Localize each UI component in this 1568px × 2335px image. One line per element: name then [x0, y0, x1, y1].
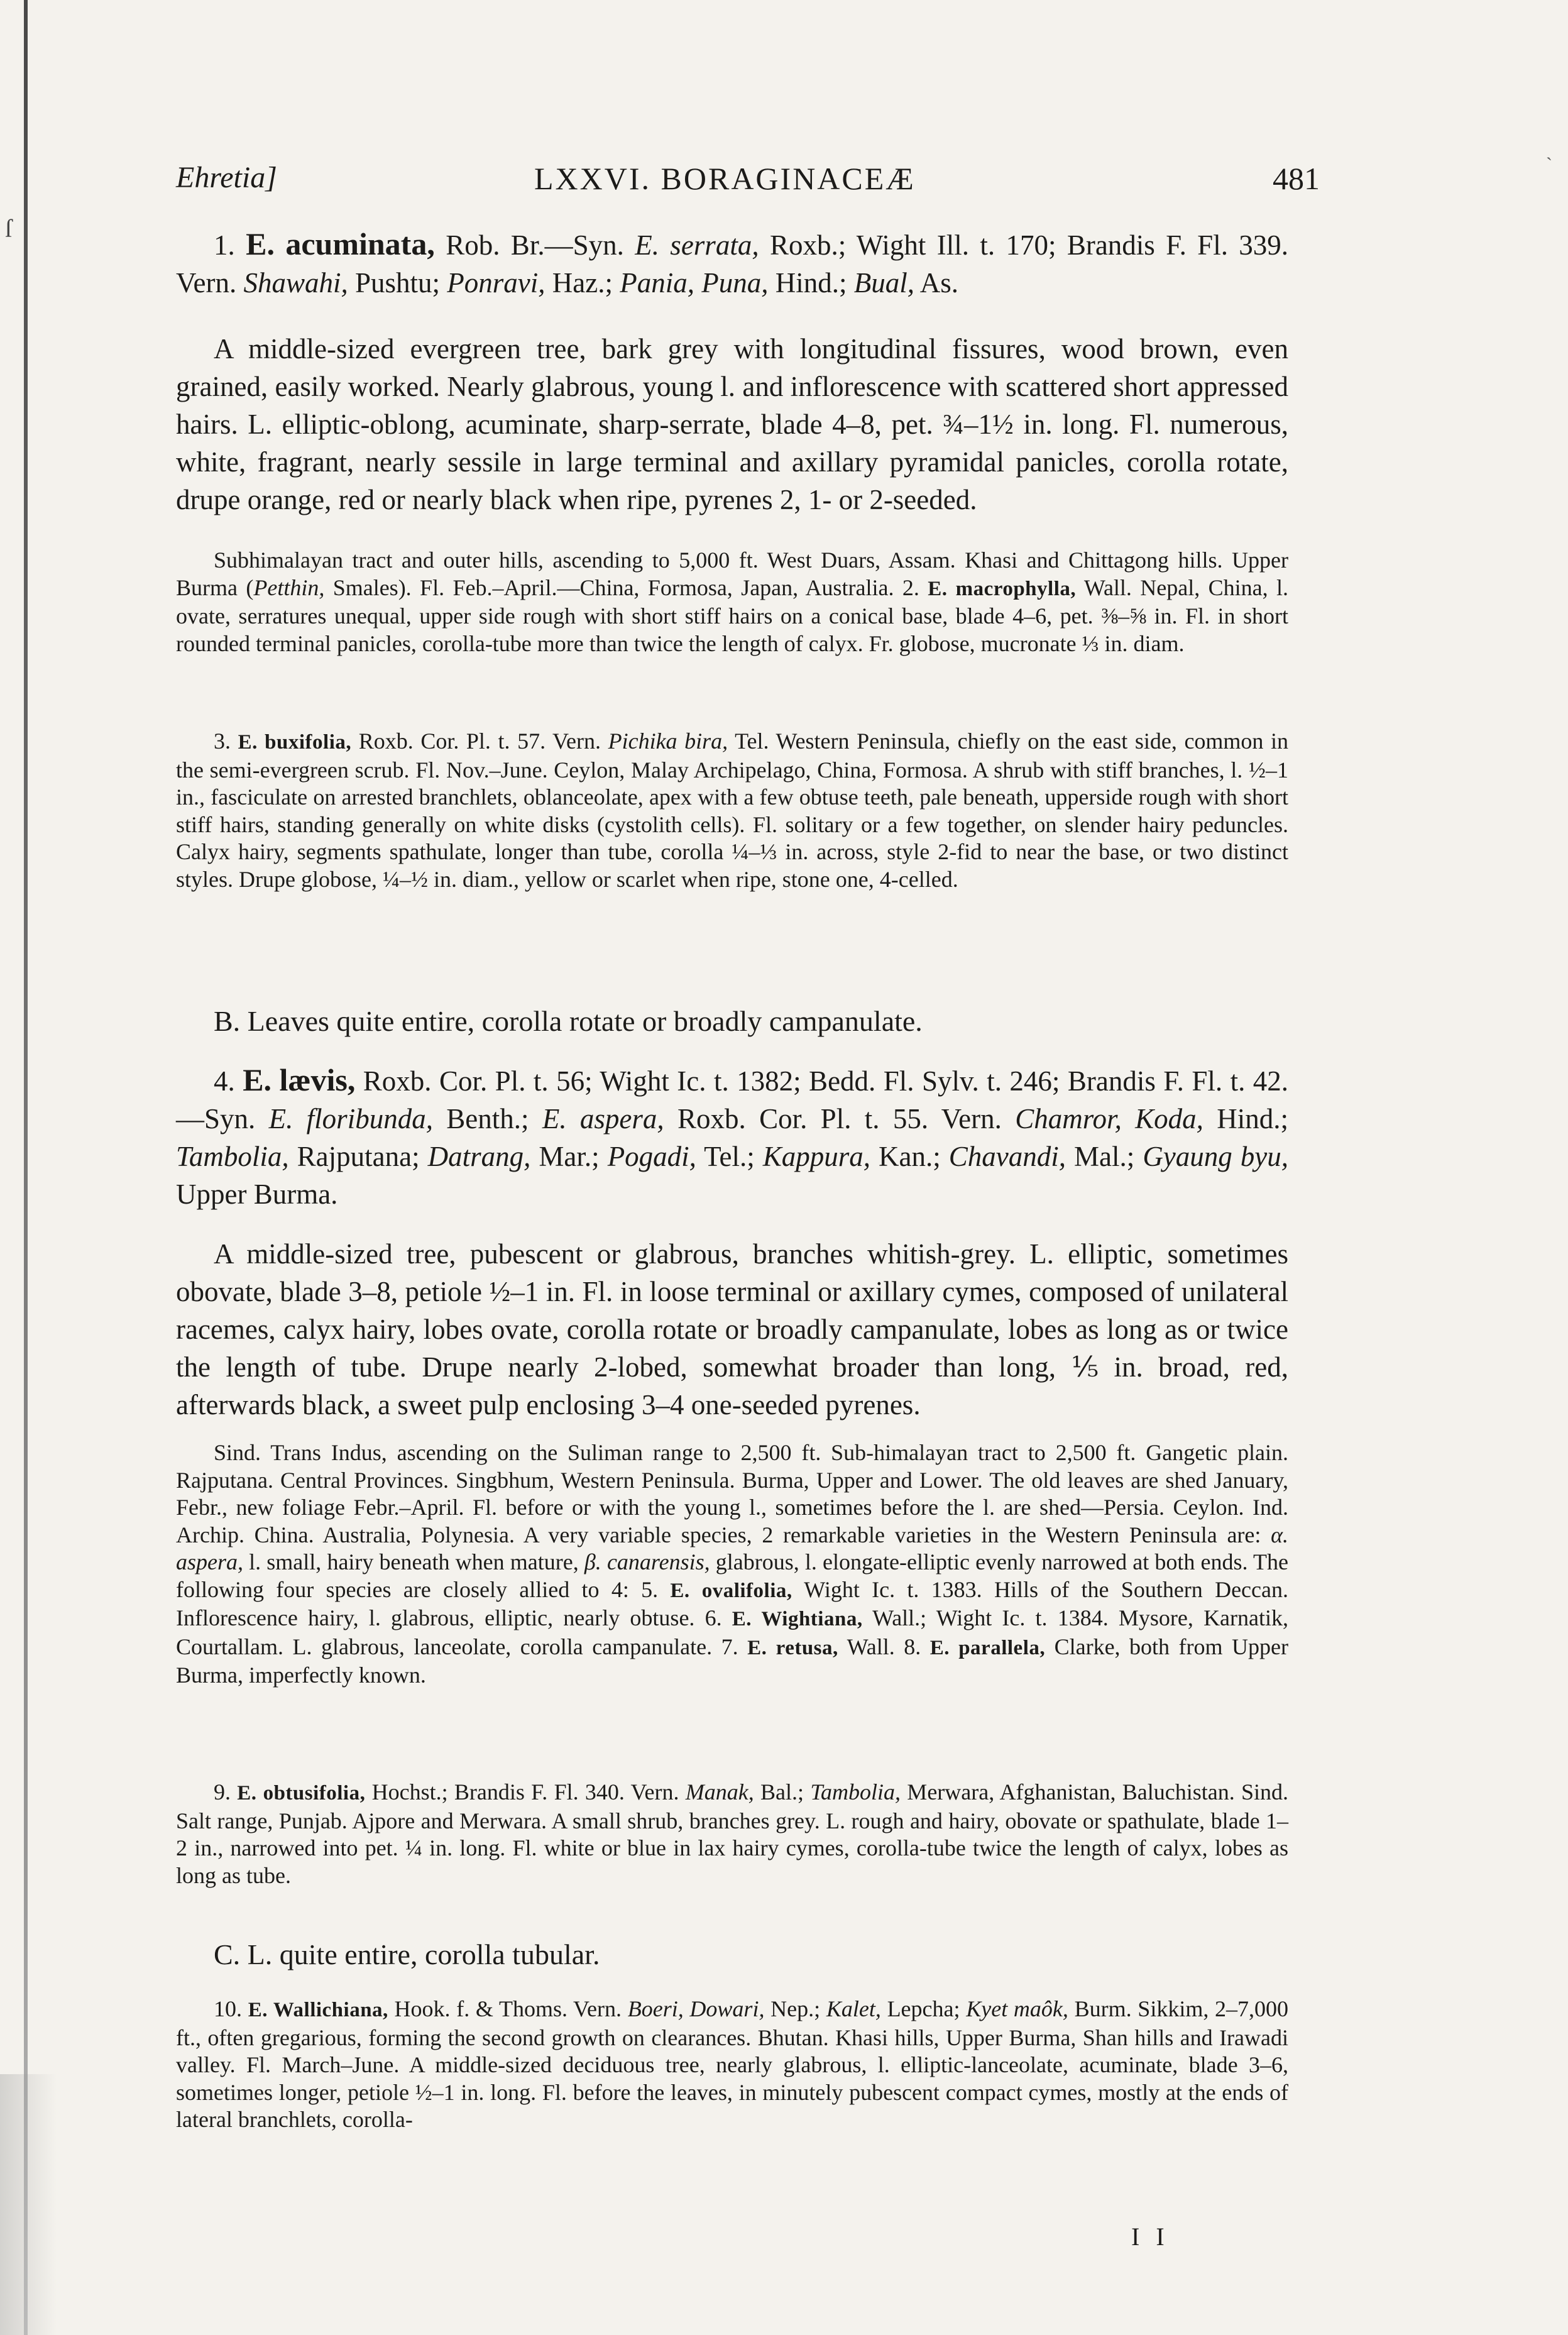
header-genus: Ehretia]	[176, 161, 277, 194]
species-9-entry: 9. E. obtusifolia, Hochst.; Brandis F. Fl. 340. Vern. Manak, Bal.; Tambolia, Merwara, Afghanistan, Baluchistan. Sind. Salt range, Punjab. Ajpore and Merwara. A small shrub, branches grey. L. rough and hairy, obovate or spathulate, blade 1–2 in., narrowed into pet. ¼ in. long. Fl. white or blue in lax hairy cymes, corolla-tube twice the length of calyx, lobes as long as tube.	[176, 1779, 1289, 1888]
section-b-heading: B. Leaves quite entire, corolla rotate or broadly campanulate.	[214, 1005, 923, 1037]
species-1-entry: 1. E. acuminata, Rob. Br.—Syn. E. serrata, Roxb.; Wight Ill. t. 170; Brandis F. Fl. 339. Vern. Shawahi, Pushtu; Ponravi, Haz.; Pania, Puna, Hind.; Bual, As.	[176, 226, 1289, 299]
species-4-description: A middle-sized tree, pubescent or glabrous, branches whitish-grey. L. elliptic, sometimes obovate, blade 3–8, petiole ½–1 in. Fl. in loose terminal or axillary cymes, composed of unilateral racemes, calyx hairy, lobes ovate, corolla rotate or broadly campanulate, lobes as long as or twice the length of tube. Drupe nearly 2-lobed, somewhat broader than long, ⅕ in. broad, red, afterwards black, a sweet pulp enclosing 3–4 one-seeded pyrenes.	[176, 1238, 1288, 1420]
page-edge-shadow	[24, 0, 28, 2335]
running-header	[176, 160, 1320, 204]
page-number: 481	[1273, 161, 1320, 196]
species-1-distribution: Subhimalayan tract and outer hills, ascending to 5,000 ft. West Duars, Assam. Khasi and Chittagong hills. Upper Burma (Petthin, Smales). Fl. Feb.–April.—China, Formosa, Japan, Australia. 2. E. macrophylla, Wall. Nepal, China, l. ovate, serratures unequal, upper side rough with short stiff hairs on a conical base, blade 4–6, pet. ⅜–⅝ in. Fl. in short rounded terminal panicles, corolla-tube more than twice the length of calyx. Fr. globose, mucronate ⅓ in. diam.	[176, 547, 1288, 656]
species-1-description: A middle-sized evergreen tree, bark grey with longitudinal fissures, wood brown, even grained, easily worked. Nearly glabrous, young l. and inflorescence with scattered short appressed hairs. L. elliptic-oblong, acuminate, sharp-serrate, blade 4–8, pet. ¾–1½ in. long. Fl. numerous, white, fragrant, nearly sessile in large terminal and axillary pyramidal panicles, corolla rotate, drupe orange, red or nearly black when ripe, pyrenes 2, 1- or 2-seeded.	[176, 333, 1288, 515]
stray-margin-mark: ſ	[5, 214, 13, 243]
header-family: LXXVI. BORAGINACEÆ	[534, 161, 916, 196]
species-3-entry: 3. E. buxifolia, Roxb. Cor. Pl. t. 57. Vern. Pichika bira, Tel. Western Peninsula, chiefly on the east side, common in the semi-evergreen scrub. Fl. Nov.–June. Ceylon, Malay Archipelago, China, Formosa. A shrub with stiff branches, l. ½–1 in., fasciculate on arrested branchlets, oblanceolate, apex with a few obtuse teeth, pale beneath, upperside rough with short stiff hairs, standing generally on white disks (cystolith cells). Fl. solitary or a few together, on slender hairy peduncles. Calyx hairy, segments spathulate, longer than tube, corolla ¼–⅓ in. across, style 2-fid to near the base, or two distinct styles. Drupe globose, ¼–½ in. diam., yellow or scarlet when ripe, stone one, 4-celled.	[176, 728, 1289, 892]
species-4-entry: 4. E. lævis, Roxb. Cor. Pl. t. 56; Wight Ic. t. 1382; Bedd. Fl. Sylv. t. 246; Brandis F. Fl. t. 42.—Syn. E. floribunda, Benth.; E. aspera, Roxb. Cor. Pl. t. 55. Vern. Chamror, Koda, Hind.; Tambolia, Rajputana; Datrang, Mar.; Pogadi, Tel.; Kappura, Kan.; Chavandi, Mal.; Gyaung byu, Upper Burma.	[176, 1062, 1289, 1210]
page-edge-stain	[0, 2074, 57, 2335]
species-4-distribution: Sind. Trans Indus, ascending on the Suliman range to 2,500 ft. Sub-himalayan tract to 2,500 ft. Gangetic plain. Rajputana. Central Provinces. Singbhum, Western Peninsula. Burma, Upper and Lower. The old leaves are shed January, Febr., new foliage Febr.–April. Fl. before or with the young l., sometimes before the l. are shed—Persia. Ceylon. Ind. Archip. China. Australia, Polynesia. A very variable species, 2 remarkable varieties in the Western Peninsula are: α. aspera, l. small, hairy beneath when mature, β. canarensis, glabrous, l. elongate-elliptic evenly narrowed at both ends. The following four species are closely allied to 4: 5. E. ovalifolia, Wight Ic. t. 1383. Hills of the Southern Deccan. Inflorescence hairy, l. glabrous, elliptic, nearly obtuse. 6. E. Wightiana, Wall.; Wight Ic. t. 1384. Mysore, Karnatik, Courtallam. L. glabrous, lanceolate, corolla campanulate. 7. E. retusa, Wall. 8. E. parallela, Clarke, both from Upper Burma, imperfectly known.	[176, 1440, 1289, 1688]
section-c-heading: C. L. quite entire, corolla tubular.	[214, 1938, 600, 1970]
signature-mark: I I	[1131, 2222, 1170, 2251]
stray-mark: `	[1546, 154, 1552, 175]
species-10-entry: 10. E. Wallichiana, Hook. f. & Thoms. Vern. Boeri, Dowari, Nep.; Kalet, Lepcha; Kyet maôk, Burm. Sikkim, 2–7,000 ft., often gregarious, forming the second growth on clearances. Bhutan. Khasi hills, Upper Burma, Shan hills and Irawadi valley. Fl. March–June. A middle-sized deciduous tree, nearly glabrous, l. elliptic-lanceolate, acuminate, blade 3–6, sometimes longer, petiole ½–1 in. long. Fl. before the leaves, in minutely pubescent compact cymes, mostly at the ends of lateral branchlets, corolla-	[176, 1996, 1289, 2132]
